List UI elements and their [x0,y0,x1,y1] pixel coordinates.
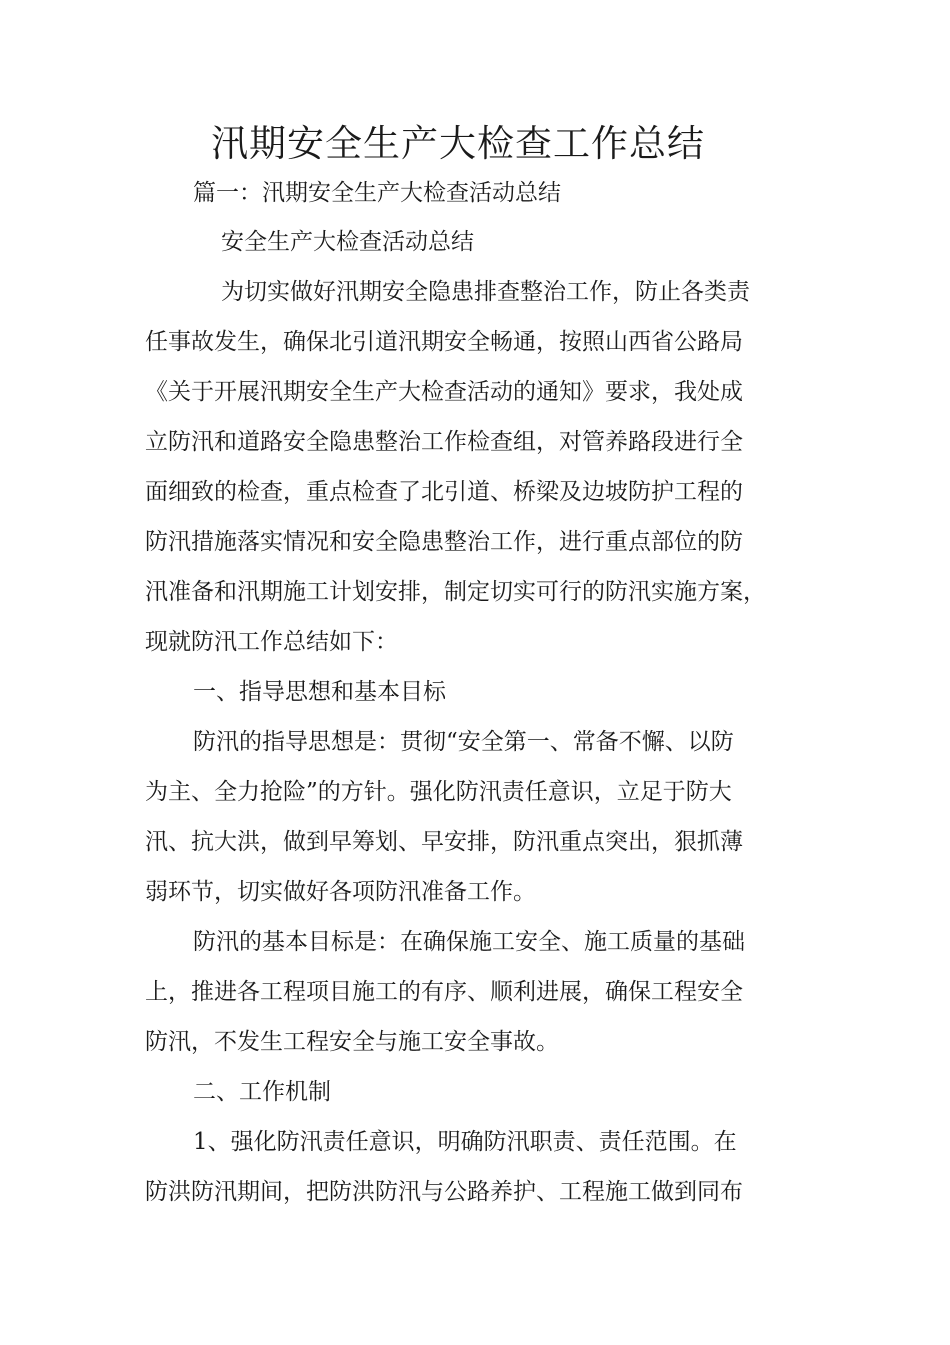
text-line: 《关于开展汛期安全生产大检查活动的通知》要求，我处成 [145,379,743,405]
text-line: 防汛的基本目标是：在确保施工安全、施工质量的基础 [193,929,745,955]
text-line: 现就防汛工作总结如下： [145,629,398,655]
text-line: 立防汛和道路安全隐患整治工作检查组，对管养路段进行全 [145,429,743,455]
text-line: 1、强化防汛责任意识，明确防汛职责、责任范围。在 [193,1129,737,1155]
text-line: 为切实做好汛期安全隐患排查整治工作，防止各类责 [221,279,750,305]
text-line: 防汛的指导思想是：贯彻“安全第一、常备不懈、以防 [193,729,734,755]
text-line: 为主、全力抢险”的方针。强化防汛责任意识，立足于防大 [145,779,732,805]
text-line: 汛、抗大洪，做到早筹划、早安排，防汛重点突出，狠抓薄 [145,829,743,855]
text-line: 防汛，不发生工程安全与施工安全事故。 [145,1029,559,1055]
subsection-heading: 二、工作机制 [193,1079,331,1105]
subsection-heading: 一、指导思想和基本目标 [193,679,446,705]
text-line: 弱环节，切实做好各项防汛准备工作。 [145,879,536,905]
text-line: 汛准备和汛期施工计划安排，制定切实可行的防汛实施方案， [145,579,766,605]
document-title: 汛期安全生产大检查工作总结 [211,122,705,165]
section-title: 安全生产大检查活动总结 [221,229,474,255]
text-line: 任事故发生，确保北引道汛期安全畅通，按照山西省公路局 [145,329,743,355]
text-line: 防汛措施落实情况和安全隐患整治工作，进行重点部位的防 [145,529,743,555]
text-line: 面细致的检查，重点检查了北引道、桥梁及边坡防护工程的 [145,479,743,505]
text-line: 上，推进各工程项目施工的有序、顺利进展，确保工程安全 [145,979,743,1005]
chapter-heading: 篇一：汛期安全生产大检查活动总结 [193,180,561,206]
text-line: 防洪防汛期间，把防洪防汛与公路养护、工程施工做到同布 [145,1179,743,1205]
